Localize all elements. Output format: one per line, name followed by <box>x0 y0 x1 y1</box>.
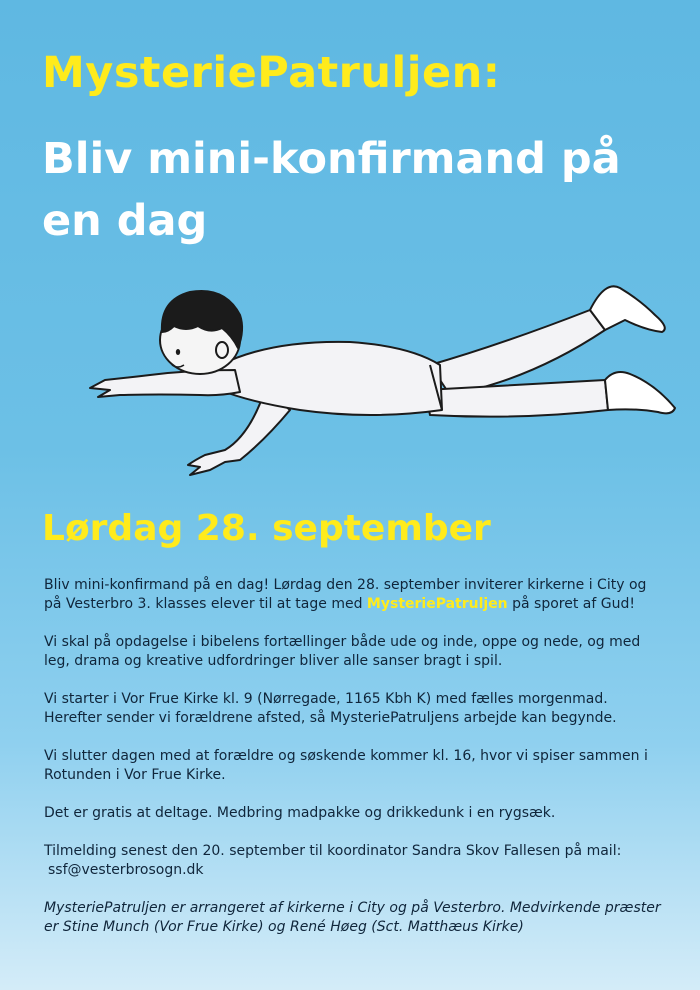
title-line-1: MysteriePatruljen: <box>42 48 501 98</box>
credits-paragraph: MysteriePatruljen er arrangeret af kirkerne i City og på Vesterbro. Medvirkende præster er Stine Munch (Vor Frue Kirke) og René Høeg (Sct. Matthæus Kirke) <box>44 900 661 935</box>
paragraph-start: Vi starter i Vor Frue Kirke kl. 9 (Nørregade, 1165 Kbh K) med fælles morgenmad. Herefter sender vi forældrene afsted, så MysteriePatruljens arbejde kan begynde. <box>44 691 617 726</box>
date-heading: Lørdag 28. september <box>42 508 491 549</box>
registration-paragraph: Tilmelding senest den 20. september til koordinator Sandra Skov Fallesen på mail: ssf@vesterbrosogn.dk <box>44 842 664 880</box>
title-line-2: Bliv mini-konfirmand på en dag <box>42 134 621 246</box>
highlight-name: MysteriePatruljen <box>366 596 508 612</box>
paragraph-activities: Vi skal på opdagelse i bibelens fortællinger både ude og inde, oppe og nede, og med leg, drama og kreative udfordringer bliver alle sanser bragt i spil. <box>44 634 641 669</box>
paragraph-end: Vi slutter dagen med at forældre og søskende kommer kl. 16, hvor vi spiser sammen i Rotunden i Vor Frue Kirke. <box>44 748 648 783</box>
flying-child-illustration <box>50 270 680 500</box>
registration-email[interactable]: ssf@vesterbrosogn.dk <box>48 862 204 878</box>
body-text <box>44 576 664 956</box>
paragraph-practical: Det er gratis at deltage. Medbring madpakke og drikkedunk i en rygsæk. <box>44 805 556 821</box>
intro-paragraph: Bliv mini-konfirmand på en dag! Lørdag den 28. september inviterer kirkerne i City og på Vesterbro 3. klasses elever til at tage med MysteriePatruljen på sporet af Gud! <box>44 577 647 612</box>
